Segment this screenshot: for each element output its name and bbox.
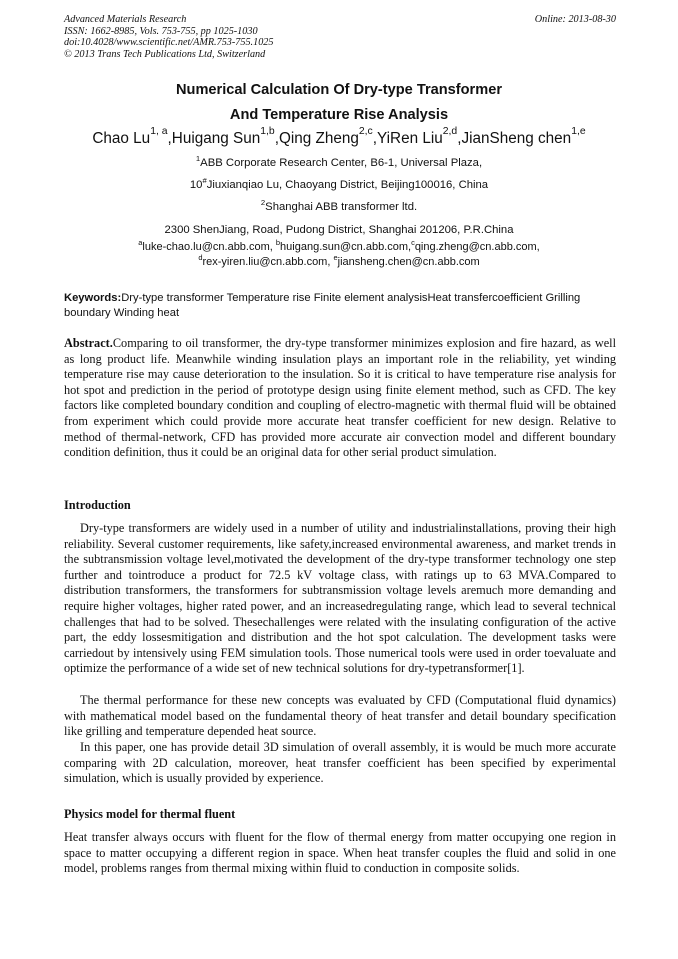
email-mark: a [138, 238, 143, 248]
author-list [0, 126, 678, 148]
author-name: Huigang Sun [171, 130, 261, 147]
physics-heading: Physics model for thermal fluent [64, 807, 236, 821]
journal-name: Advanced Materials Research [64, 14, 187, 25]
email-line-2 [0, 253, 678, 268]
affiliation-number: 1 [195, 154, 201, 164]
author-separator: , [457, 130, 462, 147]
author-separator: , [372, 130, 377, 147]
email-mark: c [411, 238, 415, 248]
author-name: YiRen Liu [377, 130, 443, 147]
author-affiliation-mark: 1,b [260, 126, 275, 138]
introduction-heading: Introduction [64, 498, 131, 512]
keywords-text: Dry-type transformer Temperature rise Finite element analysisHeat transfercoefficient Grilling boundary Winding heat [64, 292, 581, 319]
physics-paragraph-1: Heat transfer always occurs with fluent for the flow of thermal energy from matter occupying one region in space to matter occupying a different region in space. When heat transfer couples the fluid and solid in one model, problems ranges from thermal mixing within fluid to conduction in composite solids. [64, 830, 616, 876]
copyright-line: © 2013 Trans Tech Publications Ltd, Switzerland [64, 48, 266, 60]
author-separator: , [167, 130, 172, 147]
abstract-label: Abstract. [64, 336, 113, 350]
affiliation-mark: # [202, 176, 207, 186]
abstract [64, 336, 616, 461]
author-name: Chao Lu [92, 130, 151, 147]
running-header [64, 14, 616, 60]
email-address: huigang.sun@cn.abb.com, [280, 241, 412, 253]
author-separator: , [274, 130, 279, 147]
email-mark: e [333, 253, 338, 263]
paper-title-line-2: And Temperature Rise Analysis [229, 107, 449, 123]
introduction-paragraph-3: In this paper, one has provide detail 3D simulation of overall assembly, it is would be much more accurate comparing with 2D calculation, moreover, heat transfer coefficient has been specified by experimental simulation, which is usually provided by experience. [64, 740, 616, 786]
email-mark: d [198, 253, 203, 263]
affiliation-text: ABB Corporate Research Center, B6-1, Universal Plaza, [200, 157, 483, 169]
author-affiliation-mark: 2,c [358, 126, 373, 138]
issn-line: ISSN: 1662-8985, Vols. 753-755, pp 1025-1030 [64, 25, 258, 37]
affiliation-street-number: 10 [189, 179, 203, 191]
introduction-paragraph-2: The thermal performance for these new concepts was evaluated by CFD (Computational fluid dynamics) with mathematical model based on the fundamental theory of heat transfer and detail boundary specification like grilling and temperature depended heat source. [64, 693, 616, 739]
author-affiliation-mark: 1,e [571, 126, 586, 138]
affiliation-text: Shanghai ABB transformer ltd. [265, 201, 418, 213]
author-name: JianSheng chen [461, 130, 572, 147]
keywords [64, 291, 616, 320]
email-mark: b [275, 238, 281, 248]
affiliation-1-line-1 [0, 154, 678, 169]
affiliation-2-line-1 [0, 198, 678, 213]
affiliation-number: 2 [260, 198, 266, 208]
author-affiliation-mark: 2,d [442, 126, 458, 138]
email-address: jiansheng.chen@cn.abb.com [337, 256, 480, 268]
paper-title-line-1: Numerical Calculation Of Dry-type Transformer [175, 82, 502, 98]
email-address: rex-yiren.liu@cn.abb.com, [202, 256, 334, 268]
author-affiliation-mark: 1, a [150, 126, 168, 138]
email-address: qing.zheng@cn.abb.com, [414, 241, 540, 253]
online-date: Online: 2013-08-30 [534, 14, 616, 25]
affiliation-text: Jiuxianqiao Lu, Chaoyang District, Beijing100016, China [206, 179, 489, 191]
affiliation-1-line-2 [0, 176, 678, 191]
email-line-1 [0, 238, 678, 253]
abstract-text: Comparing to oil transformer, the dry-type transformer minimizes explosion and fire hazard, as well as long product life. Meanwhile winding insulation plays an important role in the reliability, yet winding temperature rise may cause deterioration to the insulation. So it is critical to have temperature rise analysis for hot spot and prediction in the period of prototype design using finite element method, such as CFD. The key factors like completed boundary condition and coupling of electro-magnetic with thermal fluid will be obtained from experiment which could provide more accurate heat transfer coefficient for new design. Relative to method of thermal-network, CFD has provided more accurate air convection model and different boundary condition definition, thus it could be an original data for other serial product simulation. [64, 336, 616, 460]
author-name: Qing Zheng [278, 130, 359, 147]
email-address: luke-chao.lu@cn.abb.com, [142, 241, 276, 253]
keywords-label: Keywords: [64, 292, 122, 304]
affiliation-2-line-2: 2300 ShenJiang, Road, Pudong District, Shanghai 201206, P.R.China [164, 224, 514, 236]
introduction-paragraph-1: Dry-type transformers are widely used in a number of utility and industrialinstallations, proving their high reliability. Several customer requirements, like safety,increased environmental awareness, and market trends in the subtransmission voltage level,motivated the development of the dry-type transformer technology one step further and tointroduce a product for 72.5 kV voltage class, with ratings up to 63 MVA.Compared to distribution transformers, the transformers for subtransmission voltage levels aremuch more demanding and require higher voltages, higher rated power, and an increasedregulating range, which lead to several technical challenges that had to be solved. Thesechallenges were related with the insulating configuration of the active part, the eddy lossesmitigation and distribution and the hot spot calculation. The development tasks were carriedout by intensively using FEM simulation tools. Those numerical tools were used in order toevaluate and optimize the performance of a wide set of new technical solutions for dry-typetransformer[1]. [64, 521, 616, 676]
doi-line: doi:10.4028/www.scientific.net/AMR.753-755.1025 [64, 37, 274, 49]
